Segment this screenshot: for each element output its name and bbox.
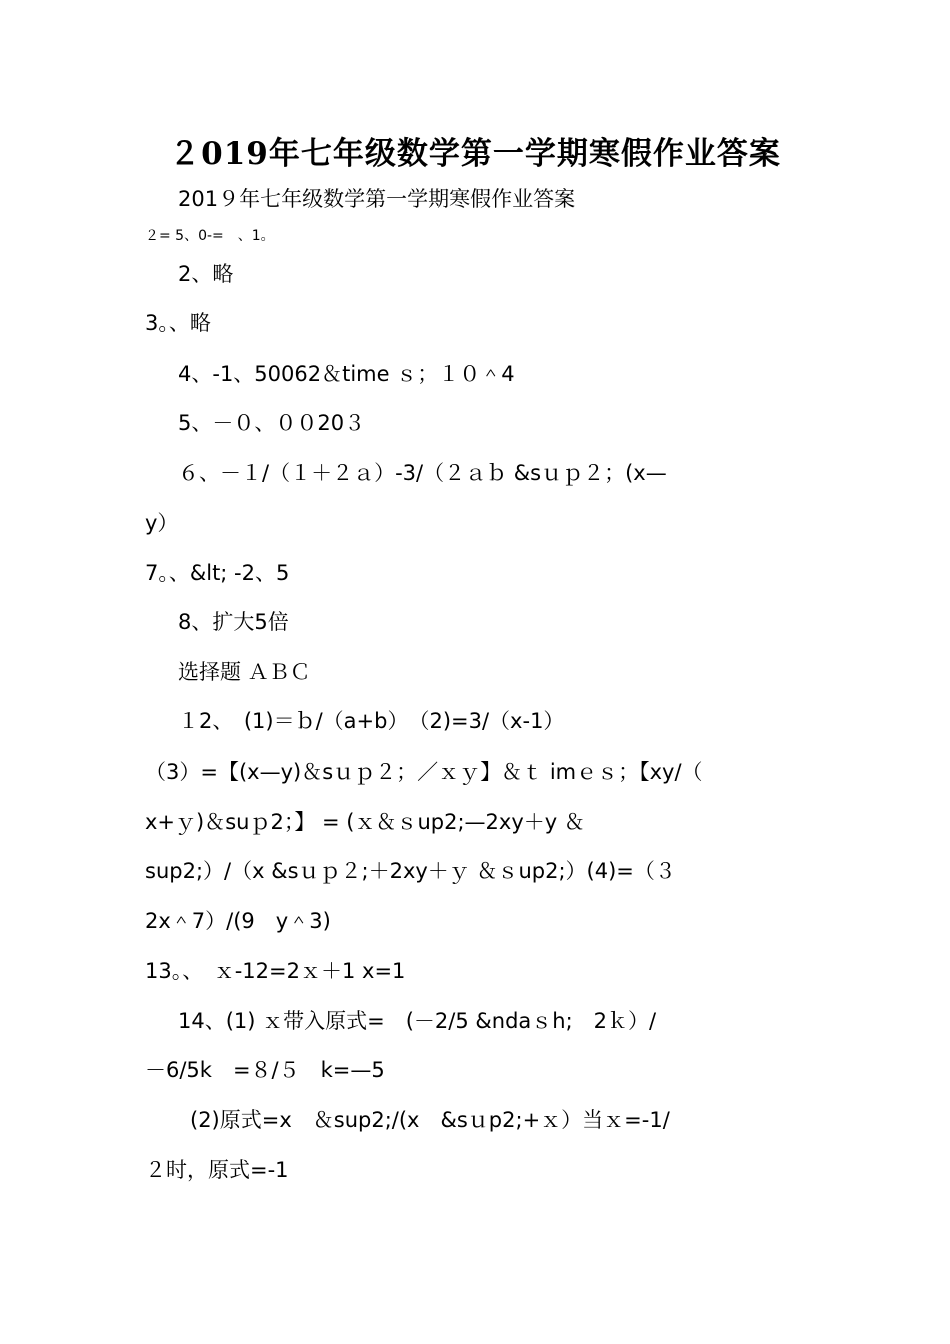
answer-line: 7。、&lt; -2、5 — [145, 561, 290, 585]
answer-line: ２= 5、0-= 、1。 — [145, 228, 275, 244]
answer-line: －6/5k =８/５ k=—5 — [145, 1058, 385, 1082]
answer-line: 3。、略 — [145, 311, 211, 335]
answer-line: 5、－０、００20３ — [178, 411, 366, 435]
subtitle-line: 201９年七年级数学第一学期寒假作业答案 — [178, 187, 576, 211]
answer-line: 8、扩大5倍 — [178, 610, 289, 634]
answer-line: ６、－１/（１＋２ａ）-3/（２ａｂ &sｕｐ２；(x— — [178, 461, 667, 485]
document-title: ２019年七年级数学第一学期寒假作业答案 — [169, 136, 781, 172]
answer-line: 13。、 ｘ-12=2ｘ＋1 x=1 — [145, 959, 406, 983]
answer-line: y） — [145, 511, 179, 535]
answer-line: （3）=【(x—y)＆sｕｐ２；／ｘｙ】＆ｔ imｅｓ；【xy/（ — [145, 760, 703, 784]
answer-line: １2、 (1)＝ｂ/（a+b） （2)=3/（x-1） — [178, 709, 565, 733]
answer-line: 4、-1、50062＆time ｓ；１０＾4 — [178, 362, 515, 386]
answer-line: sup2;）/（x &sｕｐ２;＋2xy＋ｙ ＆ｓup2;）(4)=（３ — [145, 859, 676, 883]
answer-line: 选择题 ＡＢＣ — [178, 660, 311, 684]
answer-line: x+ｙ)＆suｐ2；】 = (ｘ＆ｓup2;—2xy＋y ＆ — [145, 810, 585, 834]
answer-line: 14、(1) ｘ带入原式= (－2/5 &ndaｓh; 2ｋ）/ — [178, 1009, 657, 1033]
answer-line: ２时，原式=-1 — [145, 1158, 289, 1182]
answer-line: 2x＾7）/(9 y＾3) — [145, 909, 331, 933]
answer-line: (2)原式=x ＆sup2;/(x &sｕp2;+ｘ）当ｘ=-1/ — [190, 1108, 670, 1132]
answer-line: 2、略 — [178, 262, 234, 286]
